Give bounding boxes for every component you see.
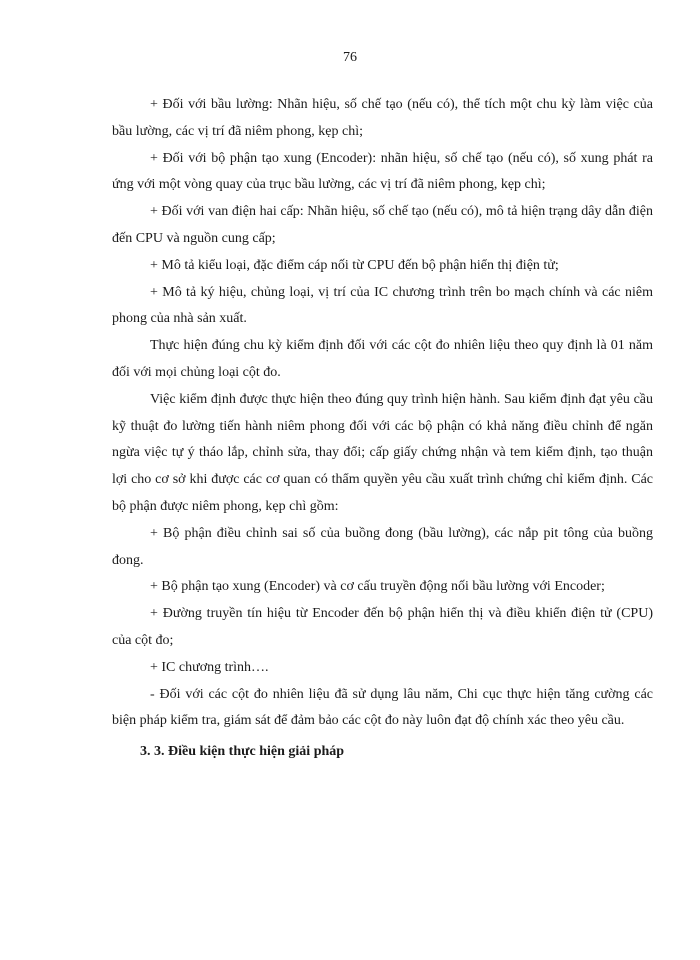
paragraph-sealed-adjustment: + Bộ phận điều chỉnh sai số của buồng đong (bầu lường), các nắp pit tông của buồng đong.: [112, 525, 653, 568]
section-heading: 3. 3. Điều kiện thực hiện giải pháp: [140, 744, 345, 760]
paragraph-measuring-chamber: + Đối với bầu lường: Nhãn hiệu, số chế tạo (nếu có), thể tích một chu kỳ làm việc của bầu lường, các vị trí đã niêm phong, kẹp chì;: [112, 97, 653, 139]
paragraph-ic-description: + Mô tả ký hiệu, chủng loại, vị trí của IC chương trình trên bo mạch chính và các niêm phong của nhà sản xuất.: [112, 284, 653, 327]
page-number: 76: [343, 50, 357, 65]
paragraph-sealed-encoder: + Bộ phận tạo xung (Encoder) và cơ cấu truyền động nối bầu lường với Encoder;: [150, 579, 605, 595]
paragraph-encoder: + Đối với bộ phận tạo xung (Encoder): nhãn hiệu, số chế tạo (nếu có), số xung phát ra ứng với một vòng quay của trục bầu lường, các vị trí đã niêm phong, kẹp chì;: [112, 150, 653, 193]
paragraph-verification-cycle: Thực hiện đúng chu kỳ kiểm định đối với các cột đo nhiên liệu theo quy định là 01 năm đối với mọi chủng loại cột đo.: [112, 338, 653, 380]
paragraph-verification-process: Việc kiểm định được thực hiện theo đúng quy trình hiện hành. Sau kiểm định đạt yêu cầu kỹ thuật đo lường tiến hành niêm phong đối với các bộ phận có khả năng điều chỉnh để ngăn ngừa việc tự ý tháo lắp, chỉnh sửa, thay đổi; cấp giấy chứng nhận và tem kiểm định, tạo thuận lợi cho cơ sở khi được các cơ quan có thẩm quyền yêu cầu xuất trình chứng chỉ kiểm định. Các bộ phận được niêm phong, kẹp chì gồm:: [112, 391, 653, 514]
paragraph-sealed-signal-line: + Đường truyền tín hiệu từ Encoder đến bộ phận hiển thị và điều khiển điện tử (CPU) của cột đo;: [112, 606, 653, 648]
paragraph-old-pumps: - Đối với các cột đo nhiên liệu đã sử dụng lâu năm, Chi cục thực hiện tăng cường các biện pháp kiểm tra, giám sát để đảm bảo các cột đo này luôn đạt độ chính xác theo yêu cầu.: [112, 686, 653, 729]
paragraph-two-stage-valve: + Đối với van điện hai cấp: Nhãn hiệu, số chế tạo (nếu có), mô tả hiện trạng dây dẫn điện đến CPU và nguồn cung cấp;: [112, 204, 653, 246]
document-body: [112, 92, 653, 767]
paragraph-sealed-ic: + IC chương trình….: [150, 659, 269, 675]
paragraph-cable-description: + Mô tả kiểu loại, đặc điểm cáp nối từ CPU đến bộ phận hiển thị điện tử;: [150, 257, 559, 273]
